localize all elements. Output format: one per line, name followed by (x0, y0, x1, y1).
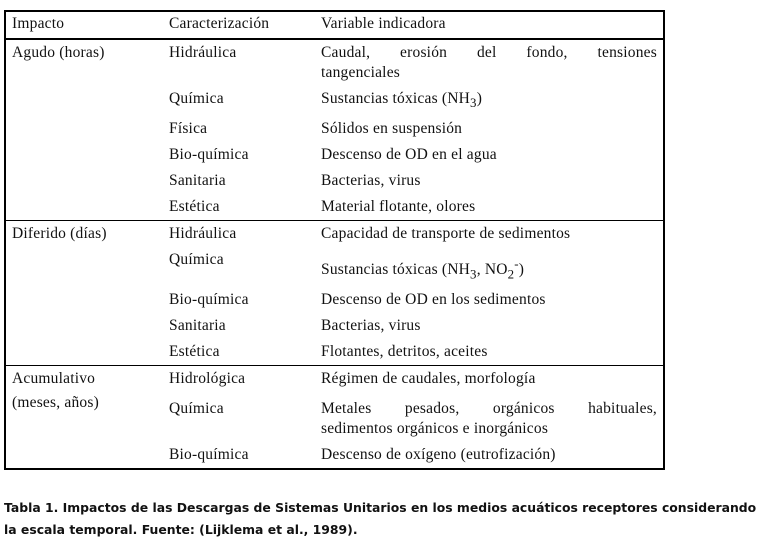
characterization-cell: Bio-química (169, 291, 249, 309)
indicator-cell: Régimen de caudales, morfología (315, 366, 664, 393)
subscript: 3 (470, 266, 477, 282)
impact-label: Diferido (días) (12, 225, 107, 243)
characterization-cell: Bio-química (169, 446, 249, 464)
indicator-cell: Descenso de OD en los sedimentos (321, 291, 546, 309)
indicator-text: ) (518, 261, 525, 279)
impact-label: Agudo (horas) (12, 44, 105, 61)
indicator-cell: Bacterias, virus (321, 317, 421, 335)
characterization-cell: Sanitaria (169, 172, 226, 190)
characterization-cell: Estética (169, 343, 220, 361)
header-variable-indicadora: Variable indicadora (315, 11, 664, 39)
indicator-line: tangenciales (321, 64, 400, 81)
impacts-table (4, 10, 665, 470)
indicator-cell: Material flotante, olores (321, 198, 476, 216)
table-row (5, 366, 664, 393)
table-row (5, 39, 664, 86)
table-header-row (5, 11, 664, 39)
indicator-text: ) (476, 90, 483, 107)
indicator-line: Caudal, erosión del fondo, tensiones (321, 44, 657, 61)
characterization-cell: Química (169, 251, 224, 269)
indicator-line: Metales pesados, orgánicos habituales, (321, 400, 657, 418)
subscript: 3 (470, 95, 477, 111)
impact-cell (5, 221, 163, 366)
indicator-cell: Descenso de OD en el agua (321, 146, 497, 164)
impact-label: (meses, años) (12, 394, 99, 412)
indicator-cell (315, 392, 664, 442)
indicator-line: sedimentos orgánicos e inorgánicos (321, 420, 549, 438)
indicator-cell (315, 39, 664, 86)
indicator-cell: Descenso de oxígeno (eutrofización) (321, 446, 556, 464)
superscript: - (514, 256, 519, 272)
indicator-text: , NO (476, 261, 508, 279)
caption-line: Tabla 1. Impactos de las Descargas de Sistemas Unitarios en los medios acuáticos receptores considerando (4, 500, 757, 515)
characterization-cell: Estética (169, 198, 220, 216)
table-row (5, 221, 664, 248)
indicator-text: Sustancias tóxicas (NH (321, 90, 471, 107)
caption-line: la escala temporal. Fuente: (Lijklema et al., 1989). (4, 522, 358, 537)
indicator-cell: Bacterias, virus (321, 172, 421, 190)
characterization-cell: Bio-química (169, 146, 249, 164)
indicator-text: Sustancias tóxicas (NH (321, 261, 471, 279)
characterization-cell: Sanitaria (169, 317, 226, 335)
indicator-cell (315, 86, 664, 116)
characterization-cell: Física (169, 120, 208, 138)
impact-label: Acumulativo (12, 370, 96, 388)
impact-cell (5, 366, 163, 470)
indicator-cell (315, 247, 664, 287)
characterization-cell: Hidrológica (163, 366, 315, 393)
characterization-cell: Química (169, 90, 224, 107)
characterization-cell: Hidráulica (169, 44, 237, 61)
table-caption (4, 497, 760, 541)
indicator-cell: Capacidad de transporte de sedimentos (315, 221, 664, 248)
header-caracterizacion: Caracterización (163, 11, 315, 39)
subscript: 2 (507, 266, 515, 282)
indicator-cell: Sólidos en suspensión (321, 120, 463, 138)
impact-cell (5, 39, 163, 221)
characterization-cell: Química (169, 400, 224, 418)
header-impacto: Impacto (5, 11, 163, 39)
indicator-cell: Flotantes, detritos, aceites (321, 343, 488, 361)
characterization-cell: Hidráulica (163, 221, 315, 248)
